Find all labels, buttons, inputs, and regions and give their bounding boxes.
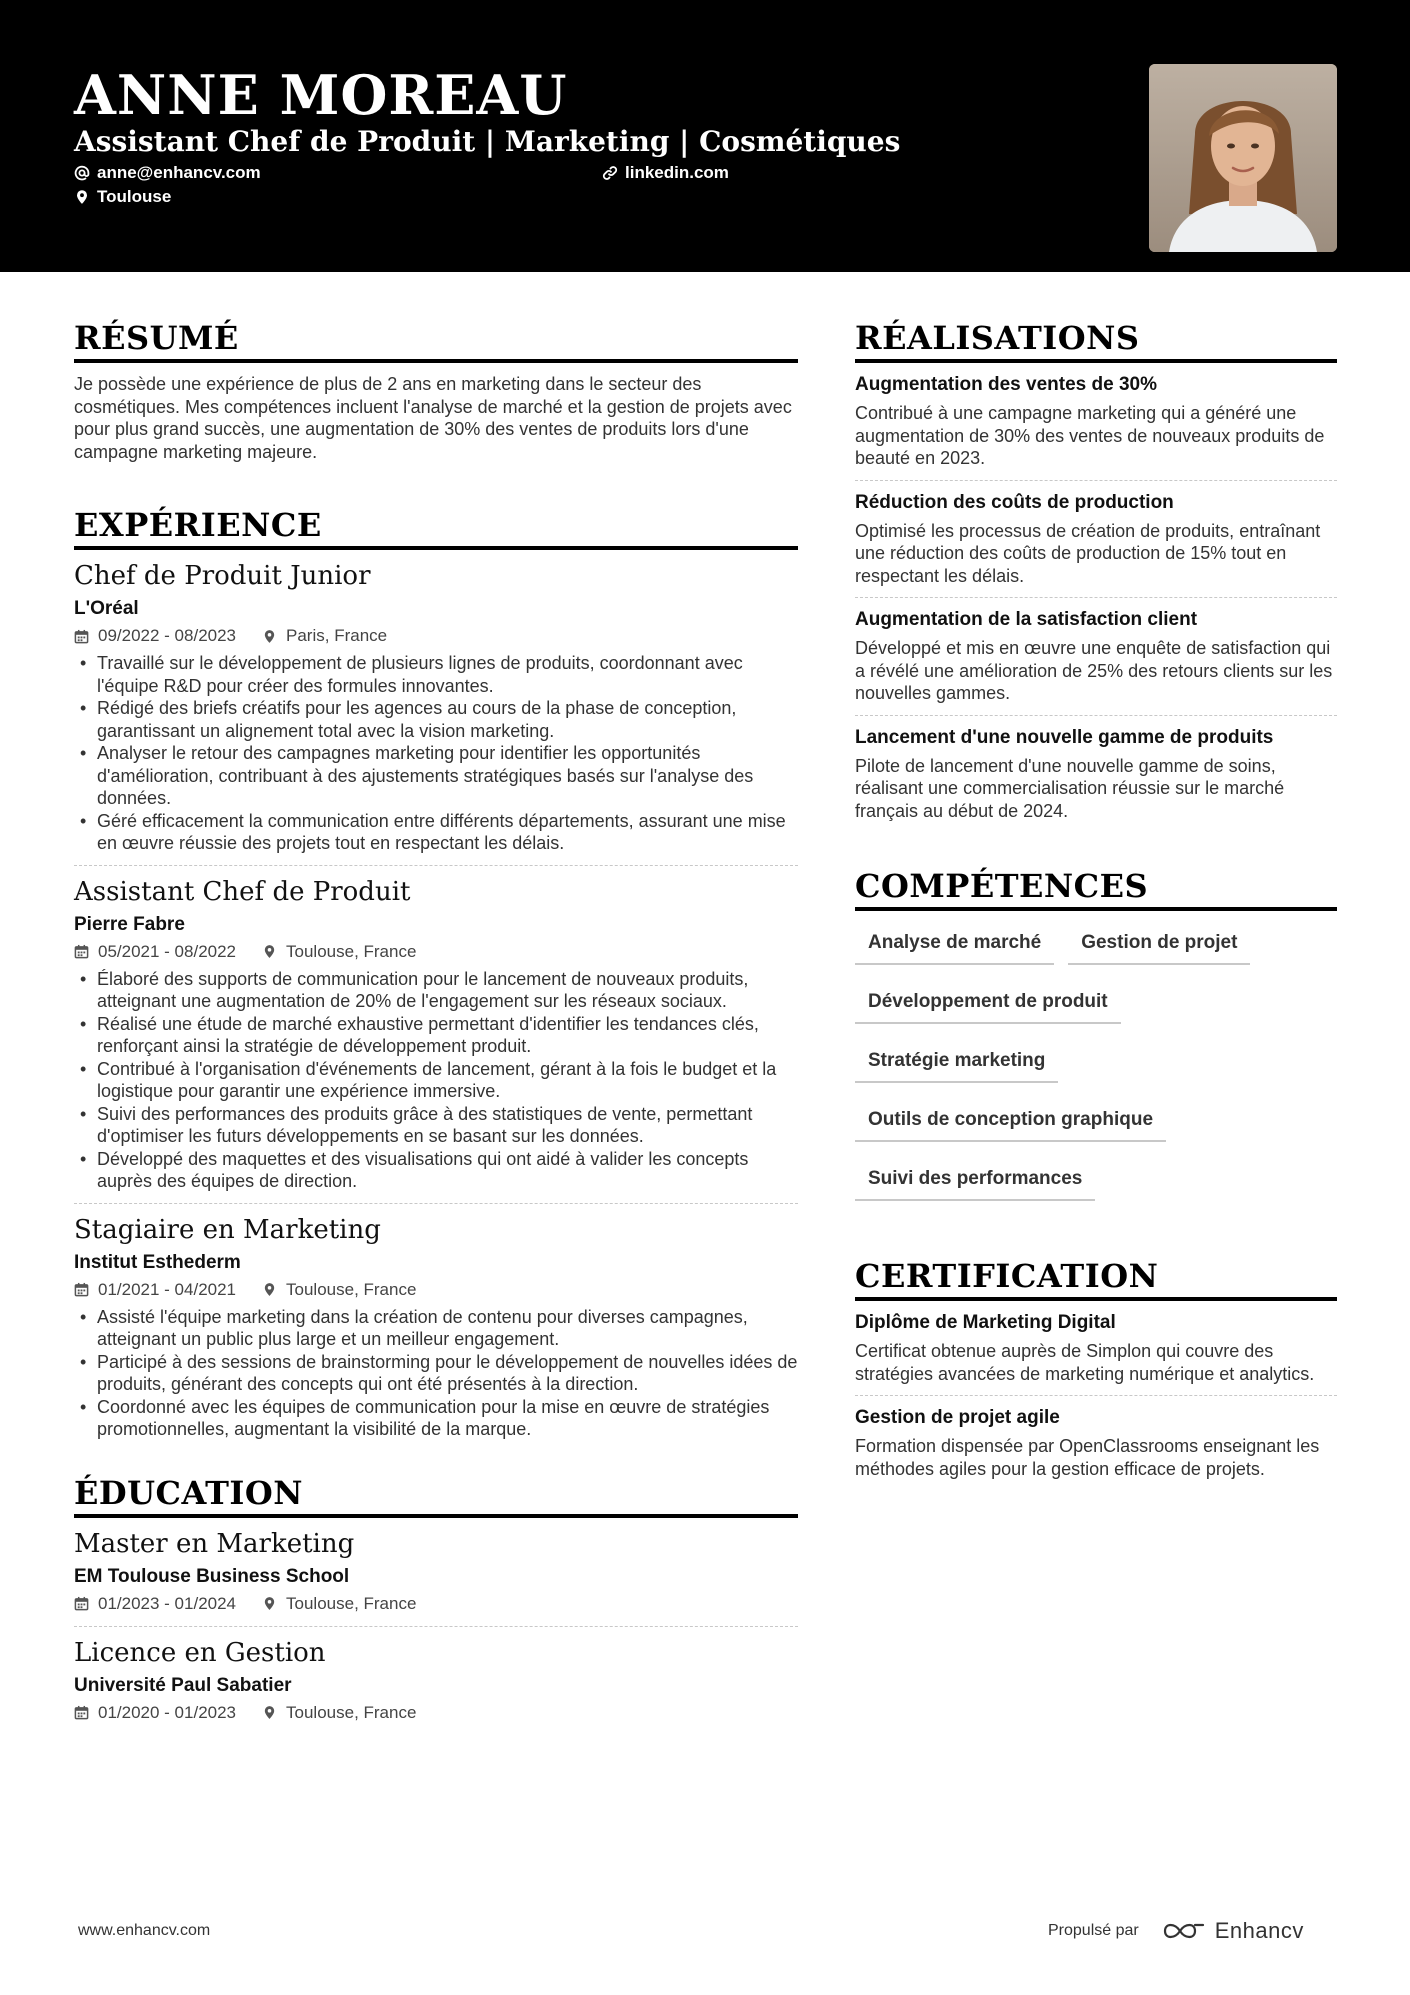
experience-entry	[74, 1204, 798, 1451]
contact-email[interactable]	[74, 162, 261, 184]
achievement-desc: Contribué à une campagne marketing qui a généré une augmentation de 30% des ventes de nouveaux produits de beauté en 2023.	[855, 403, 1325, 468]
profile-photo	[1149, 64, 1337, 252]
achievement-item	[855, 363, 1337, 481]
left-column	[74, 318, 798, 1735]
job-bullets	[74, 968, 798, 1193]
calendar-icon	[74, 629, 89, 644]
job-bullet: • Analyser le retour des campagnes marketing pour identifier les opportunités d'amélioration, contribuant à des ajustements stratégiques basés sur l'analyse des données.	[74, 742, 798, 810]
education-location: Toulouse, France	[286, 1593, 417, 1613]
skill-tag: Stratégie marketing	[855, 1041, 1058, 1083]
job-bullet: • Rédigé des briefs créatifs pour les agences au cours de la phase de conception, garantissant un alignement total avec la vision marketing.	[74, 697, 798, 742]
candidate-title: Assistant Chef de Produit | Marketing | Cosmétiques	[74, 125, 901, 158]
job-title: Assistant Chef de Produit	[74, 876, 411, 907]
achievement-item	[855, 481, 1337, 599]
location-text: Toulouse	[97, 187, 172, 206]
education-dates: 01/2020 - 01/2023	[98, 1702, 237, 1722]
job-meta	[74, 1278, 798, 1302]
degree-title: Licence en Gestion	[74, 1637, 326, 1668]
job-meta	[74, 624, 798, 648]
job-bullet: • Participé à des sessions de brainstorming pour le développement de nouvelles idées de produits, générant des concepts qui ont été présentés à la direction.	[74, 1351, 798, 1396]
certification-desc: Certificat obtenue auprès de Simplon qui couvre des stratégies avancées de marketing numérique et analytics.	[855, 1341, 1315, 1384]
school-name: Université Paul Sabatier	[74, 1674, 292, 1696]
certification-item	[855, 1301, 1337, 1396]
link-icon	[602, 165, 618, 181]
experience-entry	[74, 550, 798, 866]
footer-website-link[interactable]: www.enhancv.com	[78, 1922, 211, 1939]
job-bullet: • Réalisé une étude de marché exhaustive permettant d'identifier les tendances clés, renforçant ainsi la stratégie de développement produit.	[74, 1013, 798, 1058]
achievement-title: Réduction des coûts de production	[855, 491, 1174, 513]
education-meta	[74, 1592, 798, 1616]
job-dates: 09/2022 - 08/2023	[98, 626, 237, 645]
job-meta	[74, 940, 798, 964]
experience-section	[74, 505, 798, 1451]
job-bullets	[74, 652, 798, 855]
email-text: anne@enhancv.com	[97, 163, 261, 182]
map-pin-icon	[74, 189, 90, 205]
powered-by-label: Propulsé par	[1048, 1922, 1139, 1939]
skills-list	[855, 923, 1337, 1218]
calendar-icon	[74, 1705, 89, 1720]
calendar-icon	[74, 1596, 89, 1611]
education-entry	[74, 1518, 798, 1627]
skill-tag: Gestion de projet	[1068, 923, 1250, 965]
achievement-item	[855, 598, 1337, 716]
map-pin-icon	[262, 629, 277, 644]
company-name: L'Oréal	[74, 598, 139, 619]
certification-desc: Formation dispensée par OpenClassrooms enseignant les méthodes agiles pour la gestion efficace de projets.	[855, 1436, 1320, 1479]
education-meta	[74, 1701, 798, 1725]
brand-logo[interactable]	[1161, 1918, 1304, 1944]
footer-powered-by	[1048, 1918, 1304, 1944]
job-bullet: • Contribué à l'organisation d'événements de lancement, gérant à la fois le budget et la logistique pour garantir une expérience immersive.	[74, 1058, 798, 1103]
brand-name: Enhancv	[1214, 1918, 1304, 1943]
certification-title: Gestion de projet agile	[855, 1407, 1060, 1428]
contact-linkedin[interactable]	[602, 162, 729, 184]
certification-item	[855, 1396, 1337, 1490]
job-title: Stagiaire en Marketing	[74, 1214, 381, 1245]
achievement-title: Augmentation de la satisfaction client	[855, 609, 1198, 630]
education-dates: 01/2023 - 01/2024	[98, 1593, 237, 1613]
summary-text: Je possède une expérience de plus de 2 ans en marketing dans le secteur des cosmétiques. Mes compétences incluent l'analyse de marché et la gestion de projets avec pour plus grand succès, une augmentation de 30% des ventes de produits lors d'une campagne marketing majeure.	[74, 374, 792, 462]
map-pin-icon	[262, 1282, 277, 1297]
achievements-section	[855, 318, 1337, 832]
job-dates: 01/2021 - 04/2021	[98, 1279, 237, 1299]
job-bullet: • Assisté l'équipe marketing dans la création de contenu pour diverses campagnes, atteignant un public plus large et un meilleur engagement.	[74, 1306, 798, 1351]
education-section	[74, 1473, 798, 1735]
achievement-desc: Développé et mis en œuvre une enquête de satisfaction qui a révélé une amélioration de 25% des retours clients sur les nouvelles gammes.	[855, 638, 1333, 703]
school-name: EM Toulouse Business School	[74, 1565, 350, 1587]
contact-location	[74, 186, 171, 208]
linkedin-text: linkedin.com	[625, 163, 729, 182]
job-bullet: • Suivi des performances des produits grâce à des statistiques de vente, permettant d'optimiser les futurs développements en se basant sur les données.	[74, 1103, 798, 1148]
job-bullet: • Travaillé sur le développement de plusieurs lignes de produits, coordonnant avec l'équipe R&D pour créer des formules innovantes.	[74, 652, 798, 697]
job-bullets	[74, 1306, 798, 1441]
skills-heading: COMPÉTENCES	[855, 866, 1337, 911]
job-bullet: • Élaboré des supports de communication pour le lancement de nouveaux produits, atteignant une augmentation de 20% de l'engagement sur les réseaux sociaux.	[74, 968, 798, 1013]
education-location: Toulouse, France	[286, 1702, 417, 1722]
skill-tag: Analyse de marché	[855, 923, 1054, 965]
enhancv-logo-icon	[1161, 1919, 1207, 1943]
skill-tag: Développement de produit	[855, 982, 1121, 1024]
job-bullet: • Géré efficacement la communication entre différents départements, assurant une mise en œuvre réussie des projets tout en respectant les délais.	[74, 810, 798, 855]
experience-heading: EXPÉRIENCE	[74, 505, 798, 550]
calendar-icon	[74, 944, 89, 959]
job-location: Toulouse, France	[286, 941, 417, 961]
job-title: Chef de Produit Junior	[74, 561, 371, 591]
resume-header	[0, 0, 1410, 272]
achievement-desc: Optimisé les processus de création de produits, entraînant une réduction des coûts de production de 15% tout en respectant les délais.	[855, 520, 1321, 586]
job-location: Toulouse, France	[286, 1279, 417, 1299]
calendar-icon	[74, 1282, 89, 1297]
achievement-title: Augmentation des ventes de 30%	[855, 374, 1157, 395]
at-sign-icon	[74, 165, 90, 181]
map-pin-icon	[262, 1705, 277, 1720]
skill-tag: Outils de conception graphique	[855, 1100, 1166, 1142]
certification-title: Diplôme de Marketing Digital	[855, 1312, 1116, 1333]
job-location: Paris, France	[286, 626, 388, 645]
summary-section	[74, 318, 798, 463]
map-pin-icon	[262, 944, 277, 959]
company-name: Institut Esthederm	[74, 1251, 241, 1273]
education-entry	[74, 1627, 798, 1735]
skill-tag: Suivi des performances	[855, 1159, 1095, 1201]
degree-title: Master en Marketing	[74, 1528, 355, 1559]
company-name: Pierre Fabre	[74, 913, 185, 935]
map-pin-icon	[262, 1596, 277, 1611]
achievement-item	[855, 716, 1337, 833]
achievements-heading: RÉALISATIONS	[855, 318, 1337, 363]
education-heading: ÉDUCATION	[74, 1473, 798, 1518]
skills-section	[855, 866, 1337, 1218]
candidate-name: ANNE MOREAU	[74, 63, 568, 127]
job-dates: 05/2021 - 08/2022	[98, 941, 237, 961]
summary-heading: RÉSUMÉ	[74, 318, 798, 363]
right-column	[855, 318, 1337, 1490]
certifications-section	[855, 1256, 1337, 1490]
experience-entry	[74, 866, 798, 1204]
job-bullet: • Coordonné avec les équipes de communication pour la mise en œuvre de stratégies promotionnelles, augmentant la visibilité de la marque.	[74, 1396, 798, 1441]
job-bullet: • Développé des maquettes et des visualisations qui ont aidé à valider les concepts auprès des équipes de direction.	[74, 1148, 798, 1193]
certifications-heading: CERTIFICATION	[855, 1256, 1337, 1301]
achievement-title: Lancement d'une nouvelle gamme de produits	[855, 726, 1274, 748]
achievement-desc: Pilote de lancement d'une nouvelle gamme de soins, réalisant une commercialisation réussie sur le marché français au début de 2024.	[855, 755, 1285, 821]
